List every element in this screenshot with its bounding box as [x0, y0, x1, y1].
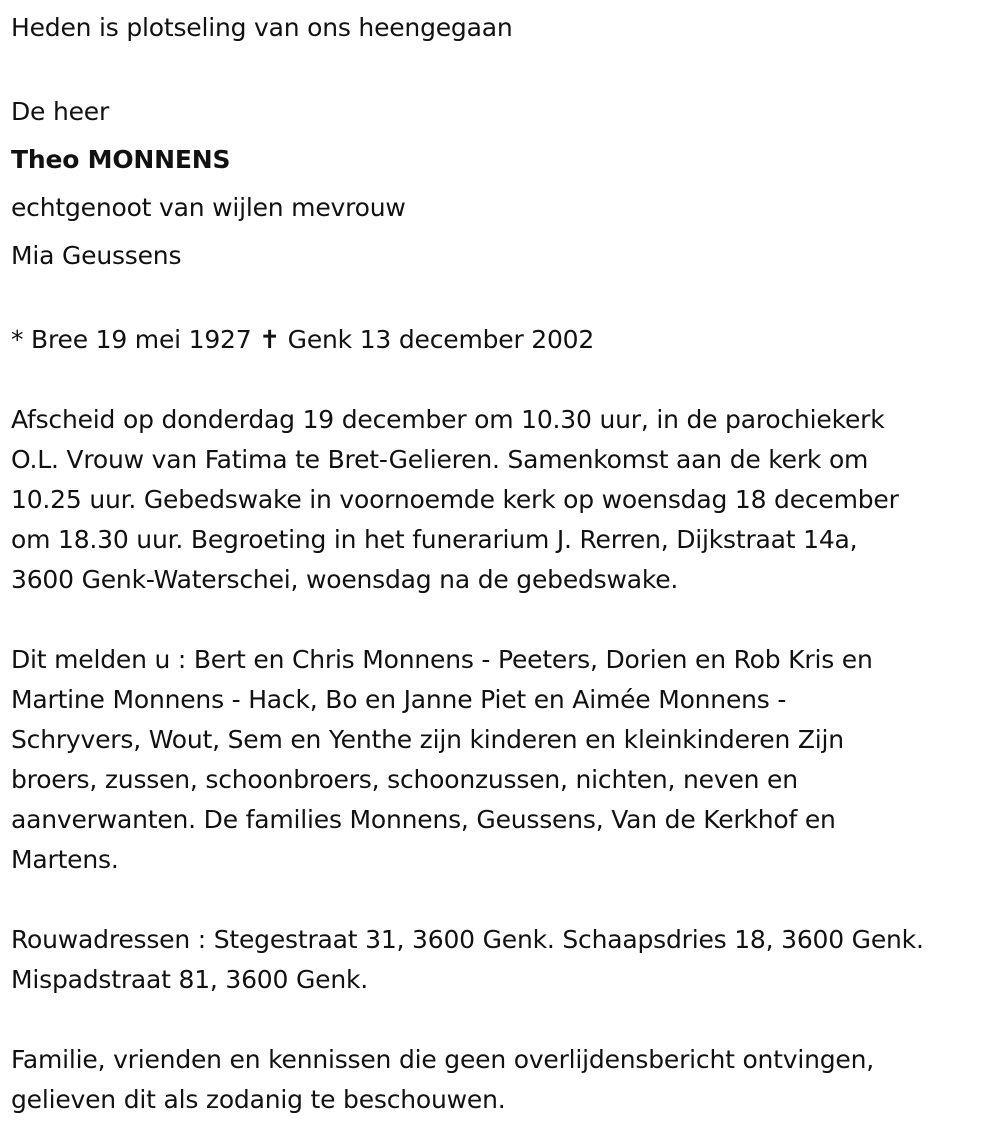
deceased-name: Theo MONNENS: [11, 145, 231, 174]
farewell-line: 10.25 uur. Gebedswake in voornoemde kerk op woensdag 18 december: [11, 485, 899, 514]
farewell-paragraph: [11, 400, 991, 600]
closing-line: Familie, vrienden en kennissen die geen overlijdensbericht ontvingen,: [11, 1045, 875, 1074]
family-line: Martine Monnens - Hack, Bo en Janne Piet en Aimée Monnens -: [11, 685, 787, 714]
spouse-line: echtgenoot van wijlen mevrouw: [11, 193, 406, 222]
farewell-line: om 18.30 uur. Begroeting in het funerarium J. Rerren, Dijkstraat 14a,: [11, 525, 858, 554]
address-line: Rouwadressen : Stegestraat 31, 3600 Genk. Schaapsdries 18, 3600 Genk.: [11, 925, 924, 954]
family-line: aanverwanten. De families Monnens, Geussens, Van de Kerkhof en: [11, 805, 836, 834]
spouse-name: Mia Geussens: [11, 241, 182, 270]
family-paragraph: [11, 640, 991, 880]
family-line: Dit melden u : Bert en Chris Monnens - Peeters, Dorien en Rob Kris en: [11, 645, 873, 674]
closing-paragraph: [11, 1040, 991, 1120]
intro-text: Heden is plotseling van ons heengegaan: [11, 13, 513, 42]
birth-death-line: * Bree 19 mei 1927 ✝ Genk 13 december 2002: [11, 325, 595, 354]
address-line: Mispadstraat 81, 3600 Genk.: [11, 965, 368, 994]
death-notice: [11, 8, 991, 1120]
closing-line: gelieven dit als zodanig te beschouwen.: [11, 1085, 506, 1114]
family-line: Schryvers, Wout, Sem en Yenthe zijn kinderen en kleinkinderen Zijn: [11, 725, 844, 754]
farewell-line: Afscheid op donderdag 19 december om 10.30 uur, in de parochiekerk: [11, 405, 885, 434]
farewell-line: O.L. Vrouw van Fatima te Bret-Gelieren. Samenkomst aan de kerk om: [11, 445, 869, 474]
family-line: Martens.: [11, 845, 119, 874]
farewell-line: 3600 Genk-Waterschei, woensdag na de gebedswake.: [11, 565, 679, 594]
addresses-paragraph: [11, 920, 991, 1000]
family-line: broers, zussen, schoonbroers, schoonzussen, nichten, neven en: [11, 765, 798, 794]
salutation: De heer: [11, 97, 110, 126]
